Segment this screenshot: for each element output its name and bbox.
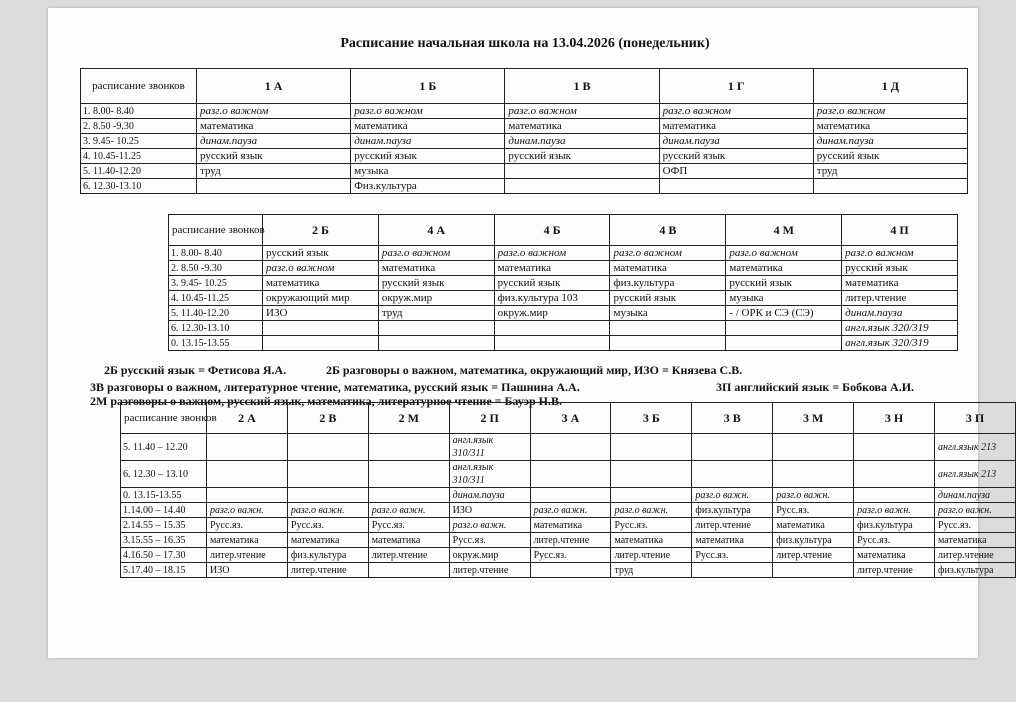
bells-header: расписание звонков [121,403,207,434]
table-row [169,276,958,291]
class-header: 1 Б [351,69,505,104]
lesson-cell [773,434,854,461]
lesson-cell [378,321,494,336]
lesson-cell: музыка [610,306,726,321]
lesson-cell: разг.о важном [659,104,813,119]
lesson-time-cell: 1. 8.00- 8.40 [81,104,197,119]
lesson-cell: литер.чтение [287,563,368,578]
lesson-cell: математика [368,533,449,548]
class-header: 2 М [368,403,449,434]
teacher-note: 2М разговоры о важном, русский язык, математика, литературное чтение = Бауэр Н.В. [90,394,563,408]
schedule-table-3 [120,402,1016,578]
lesson-cell: разг.о важн. [692,488,773,503]
lesson-cell: русский язык [505,149,659,164]
class-header: 4 А [378,215,494,246]
lesson-cell: математика [935,533,1016,548]
lesson-cell [505,179,659,194]
lesson-cell: математика [611,533,692,548]
lesson-cell [610,321,726,336]
lesson-time-cell: 2. 8.50 -9.30 [169,261,263,276]
lesson-cell: русский язык [659,149,813,164]
lesson-cell [611,434,692,461]
lesson-cell: Русс.яз. [935,518,1016,533]
lesson-cell: русский язык [610,291,726,306]
lesson-cell: физ.культура [287,548,368,563]
lesson-cell: окруж.мир [378,291,494,306]
table-row [169,306,958,321]
lesson-cell: окруж.мир [494,306,610,321]
lesson-time-cell: 2.14.55 – 15.35 [121,518,207,533]
table-row [81,119,968,134]
lesson-cell [287,461,368,488]
lesson-cell: динам.пауза [813,134,967,149]
lesson-cell [726,321,842,336]
lesson-cell: литер.чтение [773,548,854,563]
table-row [121,461,1016,488]
lesson-cell: Русс.яз. [854,533,935,548]
lesson-cell: ИЗО [207,563,288,578]
class-header: 3 П [935,403,1016,434]
lesson-cell: литер.чтение [842,291,958,306]
lesson-cell [726,336,842,351]
lesson-cell: физ.культура 103 [494,291,610,306]
table-row [121,548,1016,563]
lesson-cell: литер.чтение [368,548,449,563]
lesson-cell [773,461,854,488]
teacher-note: 2Б разговоры о важном, математика, окружающий мир, ИЗО = Князева С.В. [326,363,743,377]
class-header: 4 М [726,215,842,246]
lesson-cell: Русс.яз. [287,518,368,533]
lesson-cell: разг.о важн. [773,488,854,503]
lesson-cell: Русс.яз. [692,548,773,563]
lesson-cell: русский язык [263,246,379,261]
lesson-cell [530,461,611,488]
lesson-cell: англ.язык 310/311 [449,434,530,461]
lesson-cell: динам.пауза [935,488,1016,503]
lesson-time-cell: 5. 11.40 – 12.20 [121,434,207,461]
lesson-cell: математика [505,119,659,134]
table-row [81,179,968,194]
table-header-row [121,403,1016,434]
lesson-time-cell: 1. 8.00- 8.40 [169,246,263,261]
lesson-cell: математика [530,518,611,533]
table-row [169,321,958,336]
lesson-cell [263,336,379,351]
lesson-cell: труд [197,164,351,179]
lesson-cell [692,563,773,578]
page-title: Расписание начальная школа на 13.04.2026 (понедельник) [340,36,710,51]
lesson-cell: разг.о важном [813,104,967,119]
lesson-cell: русский язык [197,149,351,164]
lesson-cell: разг.о важном [842,246,958,261]
lesson-cell: Физ.культура [351,179,505,194]
lesson-cell: физ.культура [610,276,726,291]
class-header: 3 Н [854,403,935,434]
lesson-cell: ИЗО [263,306,379,321]
lesson-cell: разг.о важном [351,104,505,119]
lesson-cell: математика [773,518,854,533]
lesson-time-cell: 5.17.40 – 18.15 [121,563,207,578]
lesson-cell: русский язык [726,276,842,291]
lesson-cell: разг.о важном [494,246,610,261]
lesson-cell: математика [287,533,368,548]
lesson-cell: математика [197,119,351,134]
lesson-cell: англ.язык 320/319 [842,336,958,351]
class-header: 2 А [207,403,288,434]
lesson-cell: разг.о важном [505,104,659,119]
schedule-table-1 [80,68,968,194]
lesson-cell: Русс.яз. [207,518,288,533]
lesson-cell: динам.пауза [842,306,958,321]
table-header-row [81,69,968,104]
lesson-cell: литер.чтение [449,563,530,578]
lesson-cell: математика [692,533,773,548]
table-row [81,149,968,164]
table-row [169,336,958,351]
lesson-cell [368,461,449,488]
lesson-cell: литер.чтение [854,563,935,578]
bells-header: расписание звонков [169,215,263,246]
lesson-cell [378,336,494,351]
bells-header: расписание звонков [81,69,197,104]
lesson-cell [287,434,368,461]
class-header: 4 П [842,215,958,246]
lesson-cell: разг.о важн. [935,503,1016,518]
lesson-cell [692,461,773,488]
lesson-cell: музыка [726,291,842,306]
lesson-time-cell: 0. 13.15-13.55 [121,488,207,503]
lesson-time-cell: 4. 10.45-11.25 [81,149,197,164]
class-header: 3 А [530,403,611,434]
table-row [169,291,958,306]
table-row [121,434,1016,461]
lesson-cell: разг.о важн. [287,503,368,518]
lesson-cell: разг.о важном [378,246,494,261]
lesson-cell: математика [610,261,726,276]
table-row [121,518,1016,533]
class-header: 1 В [505,69,659,104]
lesson-cell: разг.о важн. [449,518,530,533]
lesson-cell: литер.чтение [692,518,773,533]
lesson-time-cell: 4.16.50 – 17.30 [121,548,207,563]
lesson-cell: математика [494,261,610,276]
class-header: 1 А [197,69,351,104]
lesson-cell: русский язык [378,276,494,291]
lesson-cell: физ.культура [935,563,1016,578]
class-header: 4 Б [494,215,610,246]
lesson-time-cell: 6. 12.30-13.10 [81,179,197,194]
lesson-cell [287,488,368,503]
table-row [121,503,1016,518]
lesson-cell: литер.чтение [611,548,692,563]
lesson-cell: разг.о важном [726,246,842,261]
lesson-time-cell: 3. 9.45- 10.25 [81,134,197,149]
lesson-cell: англ.язык 310/311 [449,461,530,488]
teacher-note: 3П английский язык = Бобкова А.И. [716,380,915,394]
lesson-cell: разг.о важн. [368,503,449,518]
lesson-cell [530,488,611,503]
teacher-note: 3В разговоры о важном, литературное чтение, математика, русский язык = Пашнина А.А. [90,380,580,394]
lesson-cell [505,164,659,179]
lesson-time-cell: 3.15.55 – 16.35 [121,533,207,548]
lesson-cell: математика [854,548,935,563]
lesson-cell: Русс.яз. [611,518,692,533]
lesson-cell [263,321,379,336]
lesson-cell: труд [813,164,967,179]
lesson-cell: англ.язык 213 [935,461,1016,488]
lesson-cell: математика [263,276,379,291]
lesson-cell: русский язык [813,149,967,164]
lesson-cell: англ.язык 320/319 [842,321,958,336]
lesson-cell: русский язык [842,261,958,276]
lesson-cell [368,488,449,503]
lesson-cell: Русс.яз. [773,503,854,518]
lesson-time-cell: 3. 9.45- 10.25 [169,276,263,291]
lesson-cell [530,563,611,578]
lesson-cell: разг.о важном [263,261,379,276]
lesson-cell: физ.культура [773,533,854,548]
lesson-cell [854,488,935,503]
lesson-cell [692,434,773,461]
lesson-cell: Русс.яз. [368,518,449,533]
class-header: 3 Б [611,403,692,434]
class-header: 3 В [692,403,773,434]
lesson-cell: труд [611,563,692,578]
table-row [81,164,968,179]
lesson-cell: труд [378,306,494,321]
lesson-cell [368,434,449,461]
lesson-time-cell: 5. 11.40-12.20 [81,164,197,179]
lesson-cell [197,179,351,194]
lesson-time-cell: 2. 8.50 -9.30 [81,119,197,134]
lesson-cell: русский язык [351,149,505,164]
lesson-cell: - / ОРК и СЭ (СЭ) [726,306,842,321]
lesson-cell: разг.о важном [197,104,351,119]
lesson-cell [207,461,288,488]
teacher-note: 2Б русский язык = Фетисова Я.А. [104,363,287,377]
document-page [48,8,997,658]
lesson-cell: литер.чтение [530,533,611,548]
lesson-cell: разг.о важн. [207,503,288,518]
lesson-cell: динам.пауза [505,134,659,149]
lesson-time-cell: 5. 11.40-12.20 [169,306,263,321]
lesson-cell: математика [207,533,288,548]
lesson-cell [610,336,726,351]
lesson-time-cell: 1.14.00 – 14.40 [121,503,207,518]
table-header-row [169,215,958,246]
lesson-cell: ИЗО [449,503,530,518]
lesson-cell [494,336,610,351]
lesson-cell: русский язык [494,276,610,291]
lesson-cell [530,434,611,461]
lesson-cell: динам.пауза [659,134,813,149]
lesson-cell: математика [351,119,505,134]
lesson-cell [854,461,935,488]
schedule-table-2 [168,214,958,351]
lesson-cell: динам.пауза [197,134,351,149]
lesson-cell [207,434,288,461]
lesson-cell [494,321,610,336]
lesson-cell [659,179,813,194]
lesson-cell: разг.о важн. [854,503,935,518]
table-row [169,246,958,261]
lesson-cell: ОФП [659,164,813,179]
lesson-cell: математика [813,119,967,134]
lesson-cell: математика [726,261,842,276]
lesson-cell [207,488,288,503]
class-header: 2 В [287,403,368,434]
lesson-cell: разг.о важном [610,246,726,261]
class-header: 2 Б [263,215,379,246]
lesson-cell [773,563,854,578]
lesson-cell: окружающий мир [263,291,379,306]
class-header: 1 Д [813,69,967,104]
lesson-cell: Русс.яз. [449,533,530,548]
lesson-time-cell: 6. 12.30-13.10 [169,321,263,336]
lesson-cell [611,461,692,488]
lesson-cell: музыка [351,164,505,179]
table-row [81,104,968,119]
table-row [169,261,958,276]
lesson-cell: разг.о важн. [611,503,692,518]
lesson-cell: математика [842,276,958,291]
table-row [121,533,1016,548]
lesson-cell: физ.культура [692,503,773,518]
lesson-cell: Русс.яз. [530,548,611,563]
table-row [121,488,1016,503]
lesson-cell: математика [659,119,813,134]
lesson-cell [854,434,935,461]
class-header: 1 Г [659,69,813,104]
lesson-cell: литер.чтение [207,548,288,563]
lesson-cell: физ.культура [854,518,935,533]
table-row [81,134,968,149]
class-header: 2 П [449,403,530,434]
lesson-cell: окруж.мир [449,548,530,563]
lesson-cell [813,179,967,194]
lesson-cell: математика [378,261,494,276]
lesson-cell: динам.пауза [351,134,505,149]
lesson-time-cell: 0. 13.15-13.55 [169,336,263,351]
lesson-cell [611,488,692,503]
table-row [121,563,1016,578]
lesson-time-cell: 6. 12.30 – 13.10 [121,461,207,488]
lesson-cell [368,563,449,578]
lesson-cell: литер.чтение [935,548,1016,563]
lesson-cell: разг.о важн. [530,503,611,518]
class-header: 4 В [610,215,726,246]
lesson-cell: англ.язык 213 [935,434,1016,461]
lesson-cell: динам.пауза [449,488,530,503]
class-header: 3 М [773,403,854,434]
lesson-time-cell: 4. 10.45-11.25 [169,291,263,306]
